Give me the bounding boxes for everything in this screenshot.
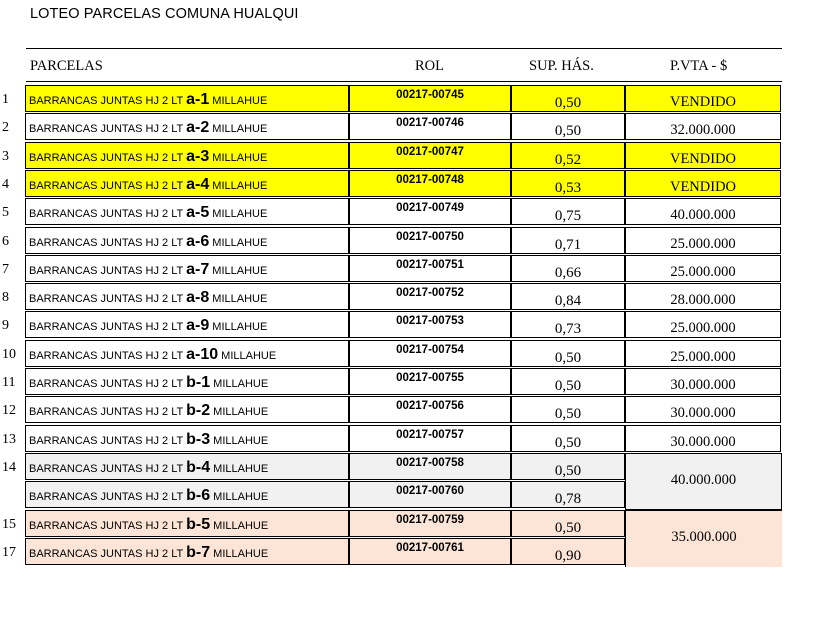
sup-cell: 0,71	[511, 227, 625, 254]
rol-cell: 00217-00754	[349, 340, 511, 367]
parcela-cell	[25, 85, 349, 112]
parcela-prefix: BARRANCAS JUNTAS HJ 2 LT	[29, 236, 187, 249]
sup-cell: 0,52	[511, 142, 625, 169]
row-number: 2	[2, 120, 9, 136]
price-cell: 32.000.000	[625, 113, 781, 140]
table-row	[26, 171, 782, 198]
lot-code: a-10	[186, 345, 219, 363]
parcela-suffix: MILLAHUE	[209, 151, 268, 164]
header-sup: SUP. HÁS.	[529, 58, 594, 74]
parcela-prefix: BARRANCAS JUNTAS HJ 2 LT	[29, 378, 187, 390]
row-number: 15	[2, 516, 16, 532]
parcela-prefix: BARRANCAS JUNTAS HJ 2 LT	[29, 151, 187, 164]
rol-cell: 00217-00749	[349, 198, 511, 225]
rol-cell: 00217-00755	[349, 368, 511, 395]
row-number: 10	[2, 346, 16, 362]
rol-cell: 00217-00745	[349, 85, 511, 112]
parcela-suffix: MILLAHUE	[209, 95, 268, 107]
parcela-cell	[25, 113, 349, 140]
header-pvta: P.VTA - $	[670, 58, 728, 74]
price-cell: 25.000.000	[625, 311, 781, 338]
lot-code: a-5	[186, 204, 210, 222]
parcela-prefix: BARRANCAS JUNTAS HJ 2 LT	[29, 123, 187, 136]
parcela-suffix: MILLAHUE	[209, 321, 268, 334]
sup-cell: 0,75	[511, 198, 625, 225]
row-number: 7	[2, 261, 9, 277]
price-cell: 25.000.000	[625, 255, 781, 282]
table-row	[26, 369, 782, 396]
parcela-suffix: MILLAHUE	[209, 264, 268, 277]
price-cell: VENDIDO	[625, 142, 781, 169]
rol-cell: 00217-00752	[349, 283, 511, 310]
lot-code: b-4	[186, 458, 211, 476]
parcela-prefix: BARRANCAS JUNTAS HJ 2 LT	[29, 406, 187, 419]
row-number: 13	[2, 431, 16, 447]
parcela-cell	[25, 425, 349, 452]
row-number: 3	[2, 148, 9, 164]
table-row	[26, 426, 782, 453]
lot-code: b-6	[186, 487, 211, 505]
lot-code: b-7	[186, 543, 211, 561]
parcela-suffix: MILLAHUE	[209, 179, 268, 192]
parcela-prefix: BARRANCAS JUNTAS HJ 2 LT	[29, 462, 187, 475]
rol-cell: 00217-00757	[349, 425, 511, 452]
parcela-suffix: MILLAHUE	[210, 462, 269, 475]
parcela-cell	[25, 170, 349, 197]
parcela-cell	[25, 227, 349, 254]
table-row	[26, 397, 782, 424]
header-parcelas: PARCELAS	[30, 58, 103, 74]
sup-cell: 0,50	[511, 453, 625, 480]
parcela-suffix: MILLAHUE	[210, 519, 269, 532]
parcela-suffix: MILLAHUE	[210, 547, 269, 560]
parcela-cell	[25, 538, 349, 565]
table-row	[26, 199, 782, 226]
lot-code: a-6	[186, 232, 210, 250]
table-row	[26, 143, 782, 170]
row-number: 8	[2, 290, 9, 306]
table-row	[26, 341, 782, 368]
rol-cell: 00217-00748	[349, 170, 511, 197]
rol-cell: 00217-00751	[349, 255, 511, 282]
row-number: 12	[2, 403, 16, 419]
lot-code: a-2	[186, 119, 210, 137]
merged-price-cell: 35.000.000	[625, 510, 782, 568]
sup-cell: 0,50	[511, 510, 625, 537]
parcela-prefix: BARRANCAS JUNTAS HJ 2 LT	[29, 179, 187, 192]
parcela-prefix: BARRANCAS JUNTAS HJ 2 LT	[29, 491, 187, 504]
table-header	[26, 48, 782, 82]
lot-code: b-3	[186, 430, 211, 448]
table-row	[26, 256, 782, 283]
sup-cell: 0,53	[511, 170, 625, 197]
parcela-cell	[25, 368, 349, 395]
parcela-suffix: MILLAHUE	[209, 293, 268, 306]
price-cell: 40.000.000	[625, 198, 781, 225]
sup-cell: 0,50	[511, 368, 625, 395]
lot-code: b-1	[186, 374, 211, 391]
lot-code: a-7	[186, 260, 210, 278]
parcela-suffix: MILLAHUE	[210, 378, 269, 390]
rol-cell: 00217-00747	[349, 142, 511, 169]
price-cell: 30.000.000	[625, 368, 781, 395]
rol-cell: 00217-00759	[349, 510, 511, 537]
sup-cell: 0,50	[511, 425, 625, 452]
parcela-suffix: MILLAHUE	[218, 349, 277, 362]
price-cell: 28.000.000	[625, 283, 781, 310]
rol-cell: 00217-00756	[349, 396, 511, 423]
table-row	[26, 284, 782, 311]
price-cell: 25.000.000	[625, 340, 781, 367]
parcela-prefix: BARRANCAS JUNTAS HJ 2 LT	[29, 547, 187, 560]
parcela-suffix: MILLAHUE	[209, 123, 268, 136]
parcela-cell	[25, 142, 349, 169]
sup-cell: 0,50	[511, 113, 625, 140]
sup-cell: 0,50	[511, 396, 625, 423]
parcela-prefix: BARRANCAS JUNTAS HJ 2 LT	[29, 434, 187, 447]
rol-cell: 00217-00746	[349, 113, 511, 140]
price-cell: VENDIDO	[625, 85, 781, 112]
parcela-suffix: MILLAHUE	[210, 491, 269, 504]
parcela-prefix: BARRANCAS JUNTAS HJ 2 LT	[29, 293, 187, 306]
sup-cell: 0,50	[511, 340, 625, 367]
parcela-cell	[25, 340, 349, 367]
parcela-prefix: BARRANCAS JUNTAS HJ 2 LT	[29, 321, 187, 334]
table-row	[26, 228, 782, 255]
parcela-prefix: BARRANCAS JUNTAS HJ 2 LT	[29, 349, 187, 362]
rol-cell: 00217-00750	[349, 227, 511, 254]
parcela-suffix: MILLAHUE	[210, 406, 269, 419]
parcela-cell	[25, 255, 349, 282]
parcela-cell	[25, 311, 349, 338]
table-row	[26, 312, 782, 339]
table-row	[26, 86, 782, 113]
row-number: 5	[2, 205, 9, 221]
lot-code: a-8	[186, 289, 210, 307]
parcela-cell	[25, 283, 349, 310]
rol-cell: 00217-00753	[349, 311, 511, 338]
lot-code: a-1	[186, 91, 210, 108]
price-cell: 25.000.000	[625, 227, 781, 254]
price-cell: 30.000.000	[625, 425, 781, 452]
parcela-cell	[25, 510, 349, 537]
parcela-suffix: MILLAHUE	[209, 208, 268, 221]
rol-cell: 00217-00761	[349, 538, 511, 565]
row-number: 4	[2, 176, 9, 192]
lot-code: a-3	[186, 147, 210, 165]
lot-code: b-2	[186, 402, 211, 420]
document-title: LOTEO PARCELAS COMUNA HUALQUI	[30, 6, 299, 22]
parcela-suffix: MILLAHUE	[210, 434, 269, 447]
row-number: 14	[2, 459, 16, 475]
sup-cell: 0,84	[511, 283, 625, 310]
sup-cell: 0,90	[511, 538, 625, 565]
table-row	[26, 114, 782, 141]
price-cell: VENDIDO	[625, 170, 781, 197]
parcela-cell	[25, 396, 349, 423]
parcela-prefix: BARRANCAS JUNTAS HJ 2 LT	[29, 95, 187, 107]
parcela-cell	[25, 481, 349, 508]
row-number: 11	[2, 375, 16, 390]
sup-cell: 0,50	[511, 85, 625, 112]
lot-code: a-4	[186, 175, 210, 193]
parcela-cell	[25, 453, 349, 480]
row-number: 6	[2, 233, 9, 249]
parcela-prefix: BARRANCAS JUNTAS HJ 2 LT	[29, 208, 187, 221]
sup-cell: 0,66	[511, 255, 625, 282]
rol-cell: 00217-00758	[349, 453, 511, 480]
parcela-cell	[25, 198, 349, 225]
row-number: 17	[2, 544, 16, 560]
price-cell: 30.000.000	[625, 396, 781, 423]
lot-code: b-5	[186, 515, 211, 533]
sup-cell: 0,78	[511, 481, 625, 508]
row-number: 1	[2, 92, 9, 107]
merged-price-cell: 40.000.000	[625, 453, 782, 511]
parcela-prefix: BARRANCAS JUNTAS HJ 2 LT	[29, 519, 187, 532]
header-rol: ROL	[415, 58, 444, 74]
parcela-prefix: BARRANCAS JUNTAS HJ 2 LT	[29, 264, 187, 277]
parcela-suffix: MILLAHUE	[209, 236, 268, 249]
lot-code: a-9	[186, 317, 210, 335]
sup-cell: 0,73	[511, 311, 625, 338]
row-number: 9	[2, 318, 9, 334]
rol-cell: 00217-00760	[349, 481, 511, 508]
